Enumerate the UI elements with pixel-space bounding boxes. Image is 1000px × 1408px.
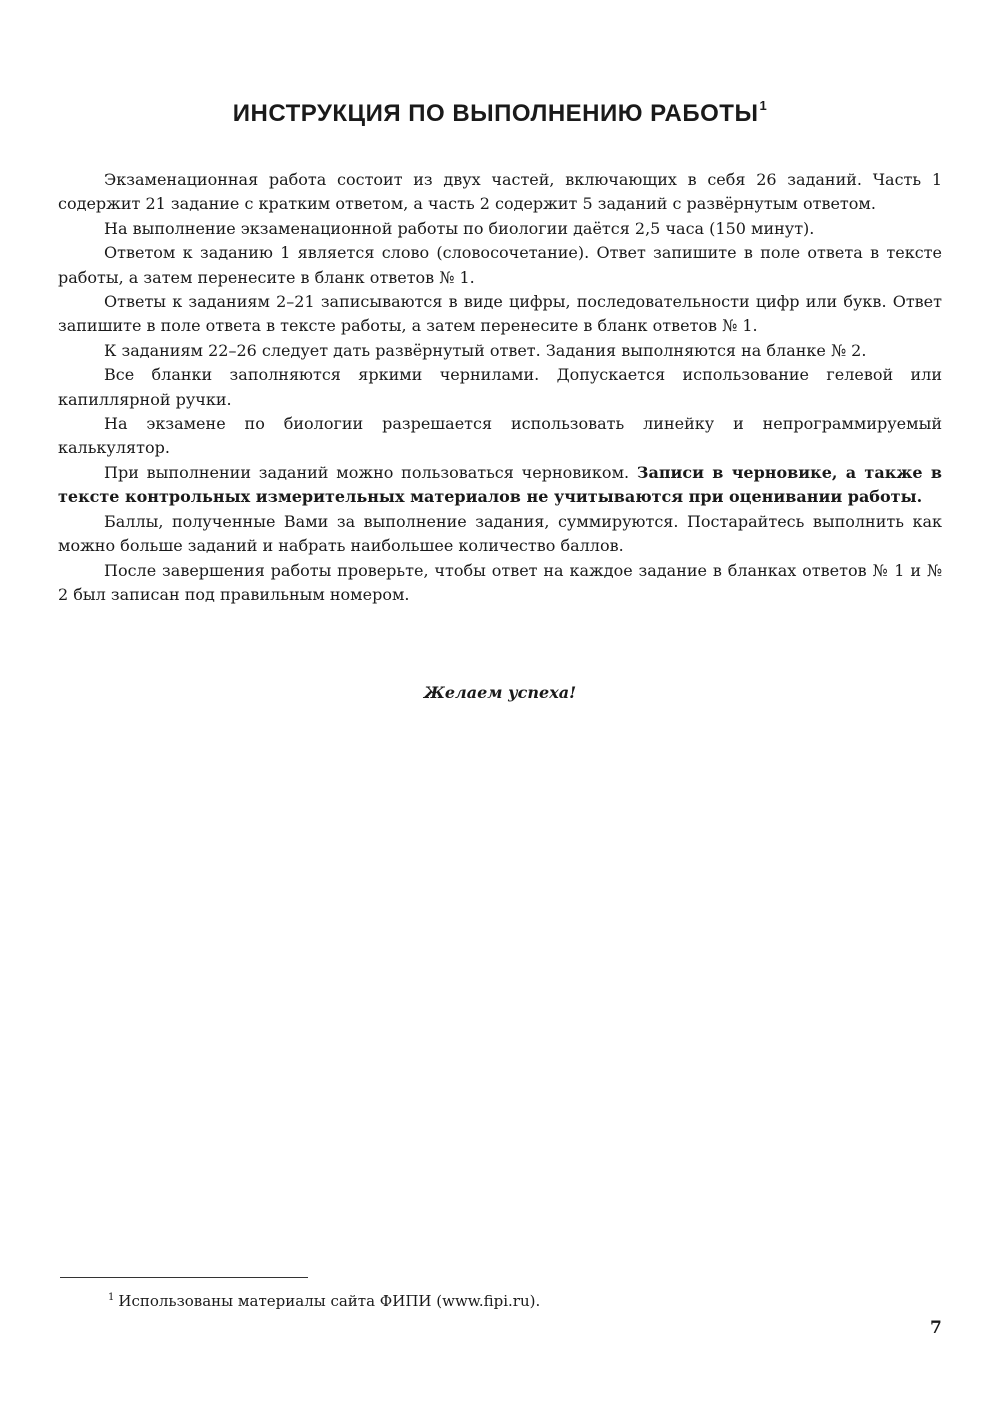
title-footnote-mark: 1: [759, 98, 768, 113]
paragraph-scores: Баллы, полученные Вами за выполнение задания, суммируются. Постарайтесь выполнить как можно больше заданий и набрать наибольшее количество баллов.: [58, 511, 942, 556]
closing-wish: Желаем успеха!: [423, 683, 577, 702]
footnote-divider: [60, 1277, 308, 1278]
page-number: 7: [930, 1318, 942, 1338]
paragraph-check: После завершения работы проверьте, чтобы ответ на каждое задание в бланках ответов № 1 и № 2 был записан под правильным номером.: [58, 560, 942, 604]
draft-warning: Записи в черновике, а также в тексте контрольных измерительных материалов не учитываются при оценивании работы.: [58, 462, 943, 507]
paragraph-parts: Экзаменационная работа состоит из двух частей, включающих в себя 26 заданий. Часть 1 содержит 21 задание с кратким ответом, а часть 2 содержит 5 заданий с развёрнутым ответом.: [58, 170, 942, 214]
paragraph-tools: На экзамене по биологии разрешается использовать линейку и непрограммируемый калькулятор.: [58, 414, 942, 458]
paragraph-ink: Все бланки заполняются яркими чернилами. Допускается использование гелевой или капиллярной ручки.: [58, 365, 942, 409]
paragraph-time: На выполнение экзаменационной работы по биологии даётся 2,5 часа (150 минут).: [104, 218, 815, 238]
footnote-text: Использованы материалы сайта ФИПИ (www.fipi.ru).: [118, 1292, 541, 1310]
paragraph-tasks-22-26: К заданиям 22–26 следует дать развёрнутый ответ. Задания выполняются на бланке № 2.: [104, 340, 867, 360]
instructions-body: [58, 168, 942, 607]
footnote-mark: 1: [108, 1292, 115, 1303]
title-text: ИНСТРУКЦИЯ ПО ВЫПОЛНЕНИЮ РАБОТЫ: [232, 100, 759, 127]
footnote: [108, 1292, 540, 1310]
paragraph-draft: При выполнении заданий можно пользоваться черновиком. Записи в черновике, а также в тексте контрольных измерительных материалов не учитываются при оценивании работы.: [58, 462, 943, 507]
page-title: [0, 100, 1000, 128]
paragraph-task-1: Ответом к заданию 1 является слово (словосочетание). Ответ запишите в поле ответа в тексте работы, а затем перенесите в бланк ответов № 1.: [58, 243, 942, 287]
paragraph-tasks-2-21: Ответы к заданиям 2–21 записываются в виде цифры, последовательности цифр или букв. Ответ запишите в поле ответа в тексте работы, а затем перенесите в бланк ответов № 1.: [58, 292, 942, 336]
